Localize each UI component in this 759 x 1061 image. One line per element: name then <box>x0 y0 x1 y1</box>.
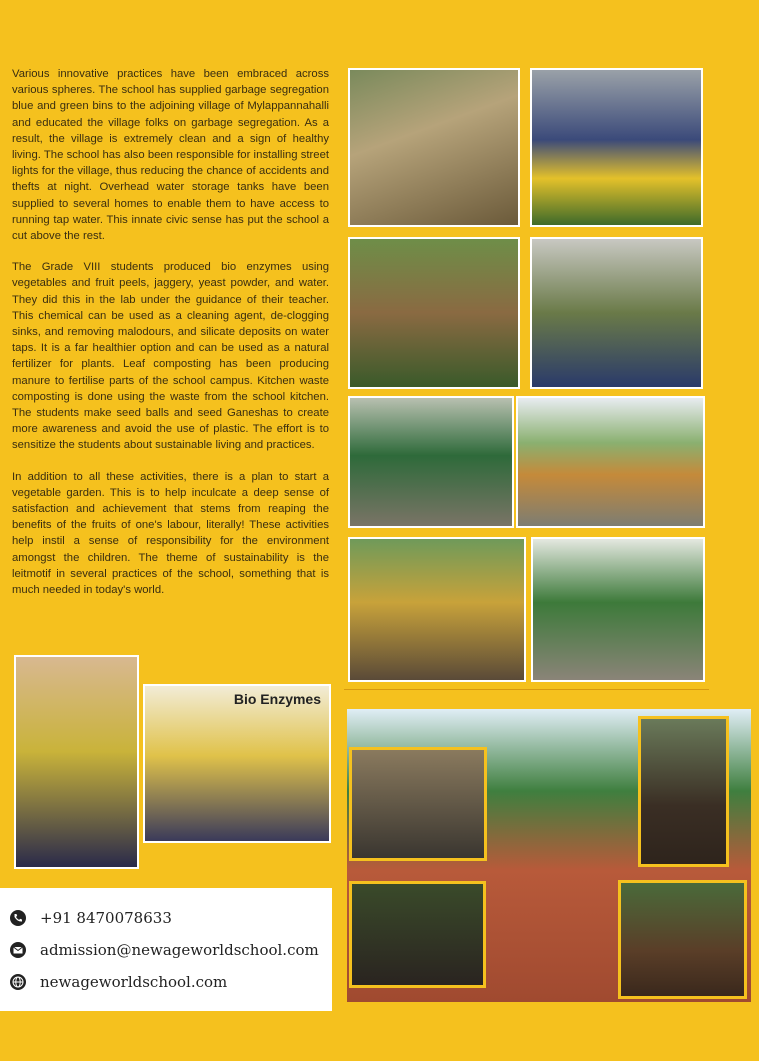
email-icon <box>8 940 28 960</box>
photo-girl-planting <box>348 68 520 227</box>
paragraph-bio-enzymes: The Grade VIII students produced bio enzymes using vegetables and fruit peels, jaggery, yeast powder, and water. They did this in the lab under the guidance of their teacher. This chemical can be used as a cleaning agent, de-clogging sinks, and removing malodours, and silicate deposits on water taps. It is a far healthier option and can be used as a natural fertilizer for plants. Leaf composting has been producing manure to fertilise parts of the school campus. Kitchen waste composting is done using the waste from the school kitchen. The students make seed balls and seed Ganeshas to create more awareness and avoid the use of plastic. The effort is to sensitize the students about sustainable living and practices. <box>12 261 329 452</box>
photo-leaf-bags <box>349 747 487 861</box>
photo-village-street <box>348 537 526 682</box>
divider <box>344 689 709 690</box>
photo-students-at-tree-2 <box>530 237 703 389</box>
photo-caption: Bio Enzymes <box>233 691 321 707</box>
website-url[interactable]: newageworldschool.com <box>40 973 228 991</box>
photo-village-bins <box>531 537 705 682</box>
contact-panel <box>0 888 332 1011</box>
photo-teacher-students <box>14 655 139 869</box>
photo-garbage-bins <box>348 396 514 528</box>
photo-compost-mesh <box>349 881 486 988</box>
contact-phone <box>8 908 172 928</box>
photo-compost-soil <box>638 716 729 867</box>
globe-icon <box>8 972 28 992</box>
photo-water-tank <box>516 396 705 528</box>
contact-email <box>8 940 319 960</box>
paragraph-vegetable-garden: In addition to all these activities, there is a plan to start a vegetable garden. This is to help inculcate a deep sense of satisfaction and achievement that stems from reaping the benefits of the fruits of one's labour, literally! These activities help instil a sense of responsibility for the environment amongst the children. The theme of sustainability is the leitmotif in several practices of the school, something that is much needed in today's world. <box>12 470 329 597</box>
paragraph-civic: Various innovative practices have been embraced across various spheres. The school has supplied garbage segregation blue and green bins to the adjoining village of Mylappannahalli and educated the village folks on garbage segregation. As a result, the village is extremely clean and a sign of healthy living. The school has also been responsible for installing street lights for the village, thus reducing the chance of accidents and thefts at night. Overhead water storage tanks have been supplied to several homes to enable them to have access to running tap water. This innate civic sense has put the school a cut above the rest. <box>12 68 329 243</box>
phone-number[interactable]: +91 8470078633 <box>40 909 172 927</box>
photo-students-at-tree-1 <box>348 237 520 389</box>
photo-bio-enzymes <box>143 684 331 843</box>
photo-students-with-plants <box>530 68 703 227</box>
phone-icon <box>8 908 28 928</box>
contact-website <box>8 972 227 992</box>
photo-manure-trowel <box>618 880 747 999</box>
email-address[interactable]: admission@newageworldschool.com <box>40 941 319 959</box>
article-text <box>12 66 329 613</box>
